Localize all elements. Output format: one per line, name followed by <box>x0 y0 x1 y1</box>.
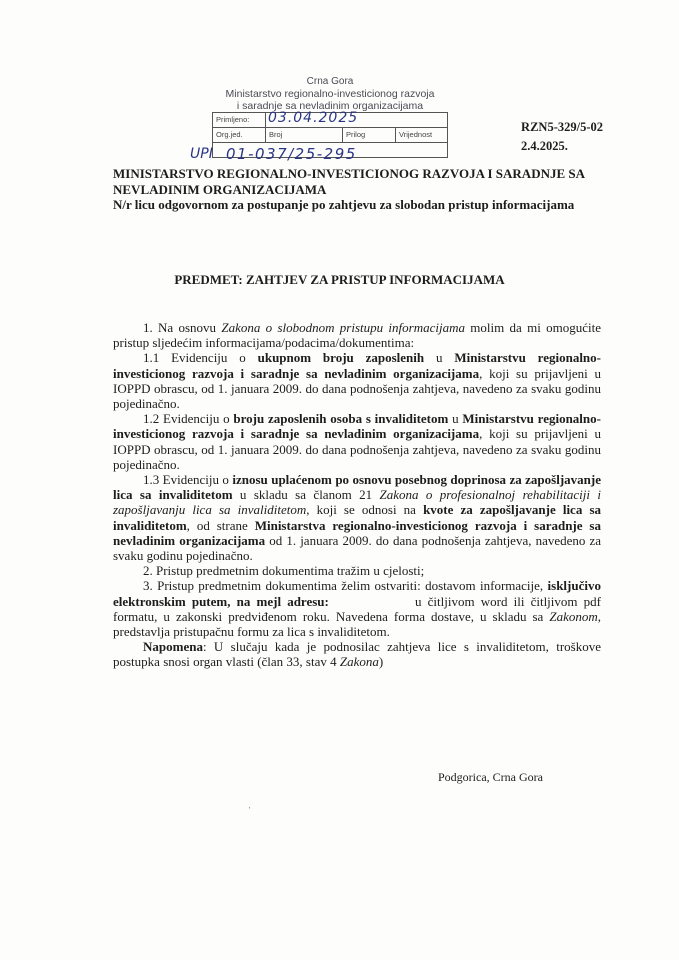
text: , predstavlja pristupačnu formu za lica s invaliditetom. <box>113 608 601 640</box>
stamp-header <box>214 76 446 112</box>
note-label: Napomena <box>143 639 203 655</box>
stamp-org-label: Org.jed. <box>213 128 266 142</box>
text: 1. Na osnovu <box>143 320 222 335</box>
law-name: Zakona o profesionalnoj rehabilitaciji i zapošljavanju lica sa invaliditetom <box>113 487 601 518</box>
item-1-3 <box>113 472 601 563</box>
stamp-country: Crna Gora <box>306 76 354 87</box>
text: 1.2 Evidenciju o <box>143 411 234 427</box>
paragraph-1 <box>113 320 601 350</box>
text: ukupnom broju zaposlenih <box>257 350 425 366</box>
text: Ministarstvu regionalno-investicionog razvoja i saradnje sa nevladinim organizacijama <box>113 350 601 381</box>
text: molim da mi omogućite pristup sljedećim informacijama/podacima/dokumentima: <box>113 320 601 351</box>
text: , od strane <box>186 517 255 533</box>
letter-body <box>113 320 601 670</box>
item-1-2 <box>113 411 601 472</box>
text: u <box>448 411 463 427</box>
text: ) <box>378 654 384 670</box>
stamp-row-codes <box>213 128 447 143</box>
law-name: Zakona o slobodnom pristupu informacijama <box>221 320 465 335</box>
text: kvote za zapošljavanje lica sa invaliditetom <box>113 502 602 533</box>
text: od 1. januara 2009. do dana podnošenja zahtjeva, navedeno za svaku godinu pojedinačno. <box>113 532 602 564</box>
text: isključivo elektronskim putem, na mejl adresu: <box>113 578 601 609</box>
reference-date: 2.4.2025. <box>521 139 568 153</box>
text: , koji se odnosi na <box>306 502 424 518</box>
text: , koji su prijavljeni u IOPPD obrascu, od 1. januara 2009. do dana podnošenja zahtjeva, navedeno za svaku godinu pojedinačno. <box>113 426 602 472</box>
stamp-encl-label: Prilog <box>343 128 396 142</box>
stamp-ministry-line2: i saradnje sa nevladinim organizacijama <box>236 100 424 112</box>
reference-code: RZN5-329/5-02 <box>521 120 603 134</box>
law-name: Zakona <box>339 654 379 670</box>
paragraph-3 <box>113 578 601 639</box>
text: u čitljivom word ili čitljivom pdf formatu, u zakonski predviđenom roku. Navedena forma dostave, u skladu sa <box>113 593 601 624</box>
stamp-upi-number: 01-037/25-295 <box>226 145 357 163</box>
text: 3. Pristup predmetnim dokumentima želim ostvariti: dostavom informacije, <box>143 578 548 594</box>
stamp-ministry-line1: Ministarstvo regionalno-investicionog razvoja <box>225 88 435 100</box>
text: u <box>424 350 455 366</box>
item-1-1 <box>113 350 601 411</box>
stamp-value-label: Vrijednost <box>399 130 433 139</box>
addressee-ministry: MINISTARSTVO REGIONALNO-INVESTICIONOG RAZVOJA I SARADNJE SA NEVLADINIM ORGANIZACIJAMA <box>113 166 585 197</box>
place-line: Podgorica, Crna Gora <box>438 770 543 784</box>
text: iznosu uplaćenom po osnovu posebnog doprinosa za zapošljavanje lica sa invaliditetom <box>113 472 601 503</box>
text: u skladu sa članom 21 <box>232 487 380 503</box>
text: 1.3 Evidenciju o <box>143 472 233 488</box>
text: , koji su prijavljeni u IOPPD obrascu, od 1. januara 2009. do dana podnošenja zahtjeva, navedeno za svaku godinu pojedinačno. <box>113 365 602 412</box>
addressee <box>113 166 613 213</box>
paragraph-2: 2. Pristup predmetnim dokumentima tražim u cjelosti; <box>143 563 425 579</box>
text: Ministarstva regionalno-investicionog razvoja i saradnje sa nevladinim organizacijama <box>113 517 601 548</box>
stamp-class-label: Broj <box>266 128 343 142</box>
note-paragraph <box>113 639 601 669</box>
text: 1.1 Evidenciju o <box>143 350 258 366</box>
stamp-received-date: 03.04.2025 <box>268 110 359 126</box>
text: : U slučaju kada je podnosilac zahtjeva lice s invaliditetom, troškove postupka snosi organ vlasti (član 33, stav 4 <box>113 639 601 670</box>
text: Ministarstvu regionalno-investicionog razvoja i saradnje sa nevladinim organizacijama <box>113 411 601 442</box>
law-name: Zakonom <box>549 608 598 624</box>
subject-line: PREDMET: ZAHTJEV ZA PRISTUP INFORMACIJAMA <box>174 272 505 287</box>
addressee-recipient: N/r licu odgovornom za postupanje po zahtjevu za slobodan pristup informacijama <box>113 197 575 212</box>
text: broju zaposlenih osoba s invaliditetom <box>233 411 449 427</box>
stamp-received-label: Primljeno: <box>213 113 266 127</box>
stamp-upi-prefix: UPI <box>190 146 213 162</box>
reference-block <box>521 118 603 156</box>
stray-mark: ˈ <box>248 806 252 817</box>
